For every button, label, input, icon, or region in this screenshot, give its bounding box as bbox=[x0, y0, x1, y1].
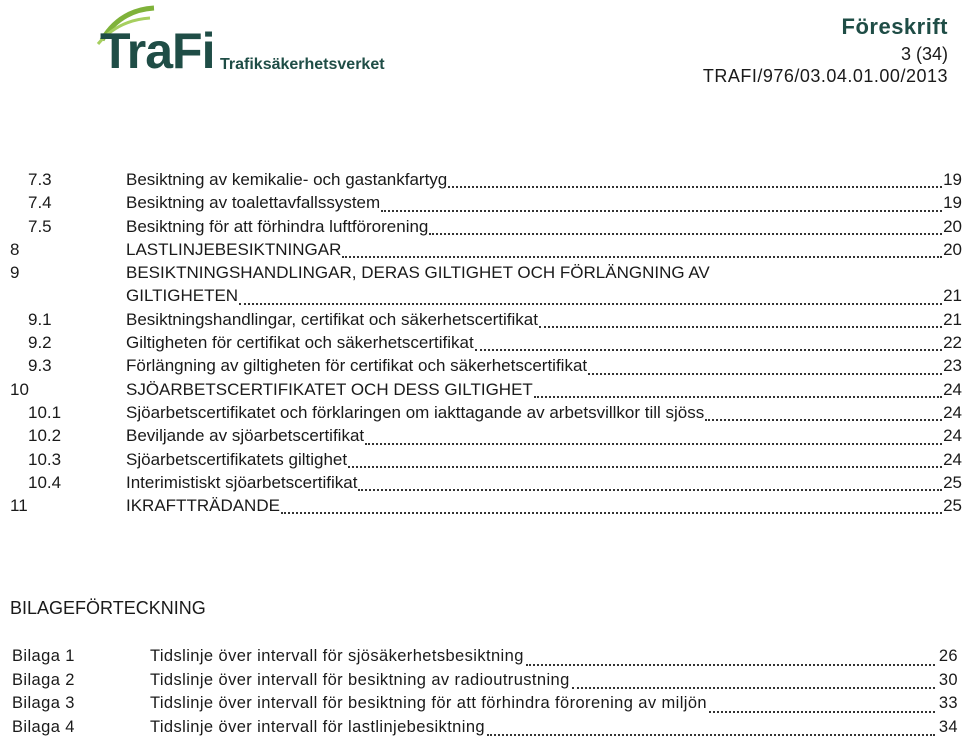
appendix-title: Tidslinje över intervall för sjösäkerhetsbesiktning bbox=[150, 647, 524, 665]
toc-leader bbox=[365, 443, 942, 445]
toc-number: 9 bbox=[10, 263, 20, 283]
toc-leader bbox=[705, 419, 942, 421]
toc-page: 25 bbox=[943, 472, 962, 492]
appendix-leader bbox=[709, 711, 935, 713]
toc-leader bbox=[429, 233, 942, 235]
appendix-page: 30 bbox=[938, 670, 958, 689]
appendix-label: Bilaga 4 bbox=[12, 717, 75, 736]
appendix-leader bbox=[526, 664, 935, 666]
toc-leader bbox=[448, 186, 942, 188]
toc-title: Interimistiskt sjöarbetscertifikat bbox=[126, 472, 358, 492]
appendix-page: 33 bbox=[938, 694, 958, 713]
toc-page: 19 bbox=[943, 170, 962, 189]
toc-title: Sjöarbetscertifikatet och förklaringen om iakttagande av arbetsvillkor till sjöss bbox=[126, 402, 705, 422]
toc-leader bbox=[281, 512, 942, 514]
toc-page: 22 bbox=[943, 333, 962, 353]
toc-page: 24 bbox=[943, 379, 962, 399]
toc-title-continuation: GILTIGHETEN bbox=[126, 286, 239, 306]
toc-number: 10 bbox=[10, 379, 29, 399]
appendix-page: 26 bbox=[938, 647, 958, 665]
toc-entry[interactable] bbox=[10, 333, 962, 356]
toc-title: Besiktning av kemikalie- och gastankfartyg bbox=[126, 170, 448, 189]
toc-leader bbox=[588, 373, 942, 375]
toc-page: 21 bbox=[943, 309, 962, 329]
toc-number: 9.1 bbox=[28, 309, 52, 329]
toc-number: 10.2 bbox=[28, 426, 62, 446]
toc-leader bbox=[348, 466, 942, 468]
toc-number: 11 bbox=[10, 496, 28, 516]
page-number: 3 (34) bbox=[900, 44, 948, 64]
toc-page: 24 bbox=[943, 402, 962, 422]
toc-page: 23 bbox=[943, 356, 962, 376]
appendix-heading: BILAGEFÖRTECKNING bbox=[10, 598, 206, 618]
appendix-entry[interactable] bbox=[12, 647, 958, 671]
document-type: Föreskrift bbox=[841, 14, 948, 39]
logo-brand: TraFi bbox=[100, 23, 215, 79]
toc-number: 7.3 bbox=[28, 170, 52, 189]
appendix-title: Tidslinje över intervall för lastlinjebesiktning bbox=[150, 717, 485, 736]
toc-title: Förlängning av giltigheten för certifikat och säkerhetscertifikat bbox=[126, 356, 588, 376]
toc-number: 10.4 bbox=[28, 472, 62, 492]
logo-agency: Trafiksäkerhetsverket bbox=[220, 56, 385, 73]
toc-leader bbox=[534, 396, 942, 398]
toc-entry[interactable] bbox=[10, 217, 962, 240]
toc-number: 7.5 bbox=[28, 216, 52, 236]
appendix-entry[interactable] bbox=[12, 718, 958, 741]
toc-entry[interactable] bbox=[10, 356, 962, 379]
toc-title: Besiktningshandlingar, certifikat och säkerhetscertifikat bbox=[126, 309, 538, 329]
document-reference: TRAFI/976/03.04.01.00/2013 bbox=[702, 66, 948, 86]
toc-entry-continuation[interactable] bbox=[10, 286, 962, 309]
toc-page: 24 bbox=[943, 426, 962, 446]
toc-leader bbox=[475, 349, 942, 351]
toc-entry[interactable] bbox=[10, 473, 962, 496]
toc-entry[interactable] bbox=[10, 240, 962, 263]
appendix-list bbox=[12, 647, 958, 741]
toc-title: IKRAFTTRÄDANDE bbox=[126, 496, 280, 516]
toc-leader bbox=[358, 489, 942, 491]
trafi-logo bbox=[100, 20, 390, 90]
toc-leader bbox=[342, 256, 942, 258]
toc-leader bbox=[539, 326, 942, 328]
toc-number: 7.4 bbox=[28, 193, 52, 213]
toc-title: BESIKTNINGSHANDLINGAR, DERAS GILTIGHET OCH FÖRLÄNGNING AV bbox=[126, 263, 710, 283]
toc-page: 21 bbox=[943, 286, 962, 306]
toc-number: 9.3 bbox=[28, 356, 52, 376]
toc-number: 10.3 bbox=[28, 449, 62, 469]
appendix-label: Bilaga 2 bbox=[12, 670, 75, 689]
appendix-title: Tidslinje över intervall för besiktning för att förhindra förorening av miljön bbox=[150, 694, 708, 713]
toc-title: Sjöarbetscertifikatets giltighet bbox=[126, 449, 348, 469]
toc-title: Beviljande av sjöarbetscertifikat bbox=[126, 426, 365, 446]
toc-page: 20 bbox=[943, 216, 962, 236]
toc-title: Besiktning av toalettavfallssystem bbox=[126, 193, 381, 213]
toc-title: Giltigheten för certifikat och säkerhetscertifikat bbox=[126, 333, 474, 353]
appendix-title: Tidslinje över intervall för besiktning av radioutrustning bbox=[150, 670, 570, 689]
toc-entry[interactable] bbox=[10, 170, 962, 193]
toc-entry[interactable] bbox=[10, 403, 962, 426]
table-of-contents bbox=[10, 170, 962, 519]
toc-number: 8 bbox=[10, 239, 20, 259]
toc-entry[interactable] bbox=[10, 426, 962, 449]
toc-entry[interactable] bbox=[10, 496, 962, 519]
toc-entry[interactable] bbox=[10, 450, 962, 473]
appendix-label: Bilaga 1 bbox=[12, 647, 75, 665]
toc-page: 24 bbox=[943, 449, 962, 469]
toc-page: 25 bbox=[943, 496, 962, 516]
appendix-entry[interactable] bbox=[12, 694, 958, 718]
appendix-leader bbox=[572, 687, 935, 689]
appendix-leader bbox=[487, 734, 935, 736]
toc-leader bbox=[239, 303, 942, 305]
toc-page: 19 bbox=[943, 193, 962, 213]
appendix-label: Bilaga 3 bbox=[12, 694, 75, 713]
toc-number: 10.1 bbox=[28, 402, 62, 422]
appendix-page: 34 bbox=[938, 717, 958, 736]
toc-title: LASTLINJEBESIKTNINGAR bbox=[126, 239, 342, 259]
toc-title: SJÖARBETSCERTIFIKATET OCH DESS GILTIGHET bbox=[126, 379, 533, 399]
appendix-entry[interactable] bbox=[12, 671, 958, 695]
toc-leader bbox=[381, 210, 942, 212]
toc-title: Besiktning för att förhindra luftförorening bbox=[126, 216, 429, 236]
toc-entry[interactable] bbox=[10, 380, 962, 403]
toc-entry[interactable] bbox=[10, 310, 962, 333]
toc-number: 9.2 bbox=[28, 333, 52, 353]
toc-page: 20 bbox=[943, 239, 962, 259]
toc-entry[interactable] bbox=[10, 193, 962, 216]
toc-entry[interactable] bbox=[10, 263, 962, 286]
